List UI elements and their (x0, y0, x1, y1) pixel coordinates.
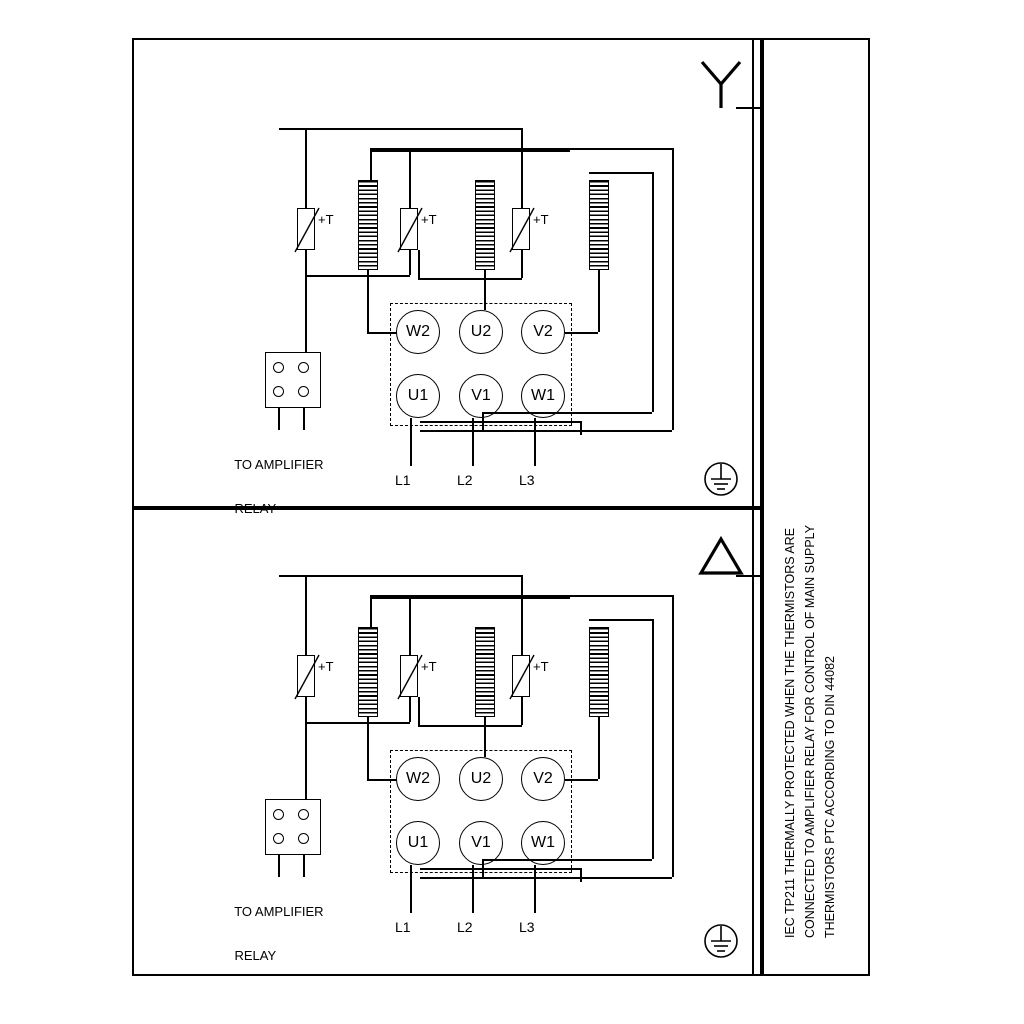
coil2-lead-star (484, 270, 486, 310)
therm-wire-v1-star (305, 128, 307, 208)
amplifier-note-line2-delta: RELAY (234, 948, 277, 963)
terminal-W1-star: W1 (521, 374, 565, 418)
connector-dot-3-delta (273, 833, 284, 844)
thermistor-1-label-star: +T (318, 212, 334, 227)
loop-outer-3-h-star (420, 421, 580, 423)
phase-label-L3-star: L3 (519, 472, 535, 488)
amplifier-connector-star (265, 352, 321, 408)
therm-wire-v5-delta (409, 597, 411, 655)
therm-wire-v6-delta (370, 597, 372, 629)
coil3-lead-delta (598, 717, 600, 779)
terminal-U2-delta: U2 (459, 757, 503, 801)
therm-wire-v4-star (409, 250, 411, 275)
thermistor-1-label-delta: +T (318, 659, 334, 674)
phase-label-L3-delta: L3 (519, 919, 535, 935)
loop-outer-1-top-delta (370, 595, 672, 597)
coil3-lead-h-star (565, 332, 598, 334)
loop-outer-1-top-star (370, 148, 672, 150)
amplifier-note-line2-star: RELAY (234, 501, 277, 516)
loop-outer-1-delta (672, 595, 674, 877)
terminal-W2-delta: W2 (396, 757, 440, 801)
loop-outer-3-delta (580, 868, 582, 882)
connector-dot-4-delta (298, 833, 309, 844)
connector-lead-2-delta (303, 855, 305, 877)
thermistor-2-label-delta: +T (421, 659, 437, 674)
coil3-lead-star (598, 270, 600, 332)
loop-outer-2-top-star (589, 172, 652, 174)
connector-lead-2-star (303, 408, 305, 430)
loop-outer-2-star (652, 172, 654, 412)
therm-wire-v6-star (370, 150, 372, 182)
therm-wire-h-mid1-delta (305, 722, 410, 724)
therm-wire-v7-delta (521, 697, 523, 725)
thermistor-3-label-star: +T (533, 212, 549, 227)
terminal-U1-delta: U1 (396, 821, 440, 865)
coil1-lead-star (367, 270, 369, 332)
loop-outer-3-star (580, 421, 582, 435)
amplifier-relay-note-star (220, 432, 324, 542)
therm-wire-v4-delta (409, 697, 411, 722)
loop-outer-2-bot-star (482, 412, 652, 414)
amplifier-note-line1-delta: TO AMPLIFIER (234, 904, 324, 919)
motor-coil-1-star (358, 180, 378, 270)
motor-coil-3-star (589, 180, 609, 270)
phase-label-L2-delta: L2 (457, 919, 473, 935)
thermistor-3-label-delta: +T (533, 659, 549, 674)
note-line-3: THERMISTORS PTC ACCORDING TO DIN 44082 (823, 655, 837, 938)
panel-divider-star-v (752, 38, 754, 508)
motor-coil-2-delta (475, 627, 495, 717)
therm-wire-v5-star (409, 150, 411, 208)
connector-dot-1-delta (273, 809, 284, 820)
coil1-lead-h-delta (367, 779, 397, 781)
earth-ground-symbol-star (700, 458, 742, 500)
note-line-2: CONNECTED TO AMPLIFIER RELAY FOR CONTROL OF MAIN SUPPLY (803, 524, 817, 938)
therm-wire-v2-star (521, 128, 523, 208)
connector-lead-1-star (278, 408, 280, 430)
loop-outer-2-top-delta (589, 619, 652, 621)
phase-label-L1-delta: L1 (395, 919, 411, 935)
loop-outer-3-h-delta (420, 868, 580, 870)
phase-lead-L2-delta (472, 865, 474, 913)
therm-wire-h-mid3-star (418, 278, 522, 280)
therm-wire-h-mid3-delta (418, 725, 522, 727)
loop-outer-1-bot-delta (420, 877, 672, 879)
delta-symbol (698, 535, 744, 577)
coil1-lead-h-star (367, 332, 397, 334)
terminal-W2-star: W2 (396, 310, 440, 354)
therm-wire-h-top-star (279, 128, 522, 130)
thermistor-2-label-star: +T (421, 212, 437, 227)
therm-wire-v7-star (521, 250, 523, 278)
coil2-lead-delta (484, 717, 486, 757)
terminal-U2-star: U2 (459, 310, 503, 354)
amplifier-note-line1-star: TO AMPLIFIER (234, 457, 324, 472)
therm-wire-v8-delta (418, 697, 420, 725)
panel-divider-delta (736, 575, 762, 577)
connector-dot-2-star (298, 362, 309, 373)
note-frame-right (762, 38, 870, 976)
loop-outer-1-bot-star (420, 430, 672, 432)
loop-outer-2-delta (652, 619, 654, 859)
therm-wire-v3-star (305, 250, 307, 360)
coil3-lead-h-delta (565, 779, 598, 781)
connector-dot-2-delta (298, 809, 309, 820)
terminal-V2-delta: V2 (521, 757, 565, 801)
therm-wire-v1-delta (305, 575, 307, 655)
amplifier-relay-note-delta (220, 879, 324, 989)
therm-wire-v2-delta (521, 575, 523, 655)
note-line-1: IEC TP211 THERMALLY PROTECTED WHEN THE THERMISTORS ARE (783, 527, 797, 938)
wye-symbol (698, 58, 744, 112)
connector-dot-3-star (273, 386, 284, 397)
therm-wire-v3-delta (305, 697, 307, 807)
connector-lead-1-delta (278, 855, 280, 877)
phase-label-L2-star: L2 (457, 472, 473, 488)
connector-dot-4-star (298, 386, 309, 397)
terminal-V2-star: V2 (521, 310, 565, 354)
terminal-V1-delta: V1 (459, 821, 503, 865)
motor-coil-3-delta (589, 627, 609, 717)
panel-divider-delta-v (752, 508, 754, 976)
phase-lead-L1-star (410, 418, 412, 466)
loop-outer-1-star (672, 148, 674, 430)
panel-divider-star (736, 107, 762, 109)
therm-wire-v8-star (418, 250, 420, 278)
earth-ground-symbol-delta (700, 920, 742, 962)
phase-label-L1-star: L1 (395, 472, 411, 488)
therm-wire-h-mid1-star (305, 275, 410, 277)
terminal-V1-star: V1 (459, 374, 503, 418)
terminal-W1-delta: W1 (521, 821, 565, 865)
therm-wire-h-mid2-delta (370, 597, 570, 599)
loop-outer-2-bot-delta (482, 859, 652, 861)
motor-coil-2-star (475, 180, 495, 270)
terminal-U1-star: U1 (396, 374, 440, 418)
phase-lead-L1-delta (410, 865, 412, 913)
therm-wire-h-mid2-star (370, 150, 570, 152)
therm-wire-h-top-delta (279, 575, 522, 577)
amplifier-connector-delta (265, 799, 321, 855)
phase-lead-L2-star (472, 418, 474, 466)
coil1-lead-delta (367, 717, 369, 779)
phase-lead-L3-delta (534, 865, 536, 913)
phase-lead-L3-star (534, 418, 536, 466)
connector-dot-1-star (273, 362, 284, 373)
motor-coil-1-delta (358, 627, 378, 717)
